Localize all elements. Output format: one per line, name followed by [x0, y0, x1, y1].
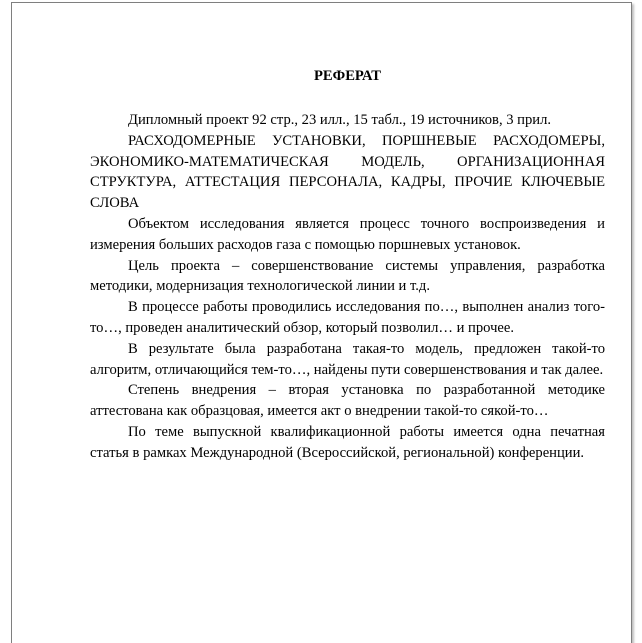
results-paragraph: В результате была разработана такая-то модель, предложен такой-то алгоритм, отличающийся тем-то…, найдены пути совершенствования и так далее. [90, 340, 605, 378]
publications-paragraph: По теме выпускной квалификационной работы имеется одна печатная статья в рамках Международной (Всероссийской, региональной) конференции. [90, 423, 605, 461]
summary-paragraph: Дипломный проект 92 стр., 23 илл., 15 табл., 19 источников, 3 прил. [128, 112, 552, 128]
implementation-paragraph: Степень внедрения – вторая установка по разработанной методике аттестована как образцовая, имеется акт о внедрении такой-то сякой-то… [90, 382, 605, 420]
document-title: РЕФЕРАТ [314, 68, 381, 84]
document-page [11, 2, 632, 643]
research-object-paragraph: Объектом исследования является процесс точного воспроизведения и измерения больших расходов газа с помощью поршневых установок. [90, 215, 605, 253]
keywords-paragraph: РАСХОДОМЕРНЫЕ УСТАНОВКИ, ПОРШНЕВЫЕ РАСХОДОМЕРЫ, ЭКОНОМИКО-МАТЕМАТИЧЕСКАЯ МОДЕЛЬ, ОРГАНИЗАЦИОННАЯ СТРУКТУРА, АТТЕСТАЦИЯ ПЕРСОНАЛА, КАДРЫ, ПРОЧИЕ КЛЮЧЕВЫЕ СЛОВА [90, 132, 605, 212]
page-content [90, 66, 605, 464]
project-goal-paragraph: Цель проекта – совершенствование системы управления, разработка методики, модернизация технологической линии и т.д. [90, 257, 605, 295]
work-process-paragraph: В процессе работы проводились исследования по…, выполнен анализ того-то…, проведен аналитический обзор, который позволил… и прочее. [90, 299, 605, 336]
